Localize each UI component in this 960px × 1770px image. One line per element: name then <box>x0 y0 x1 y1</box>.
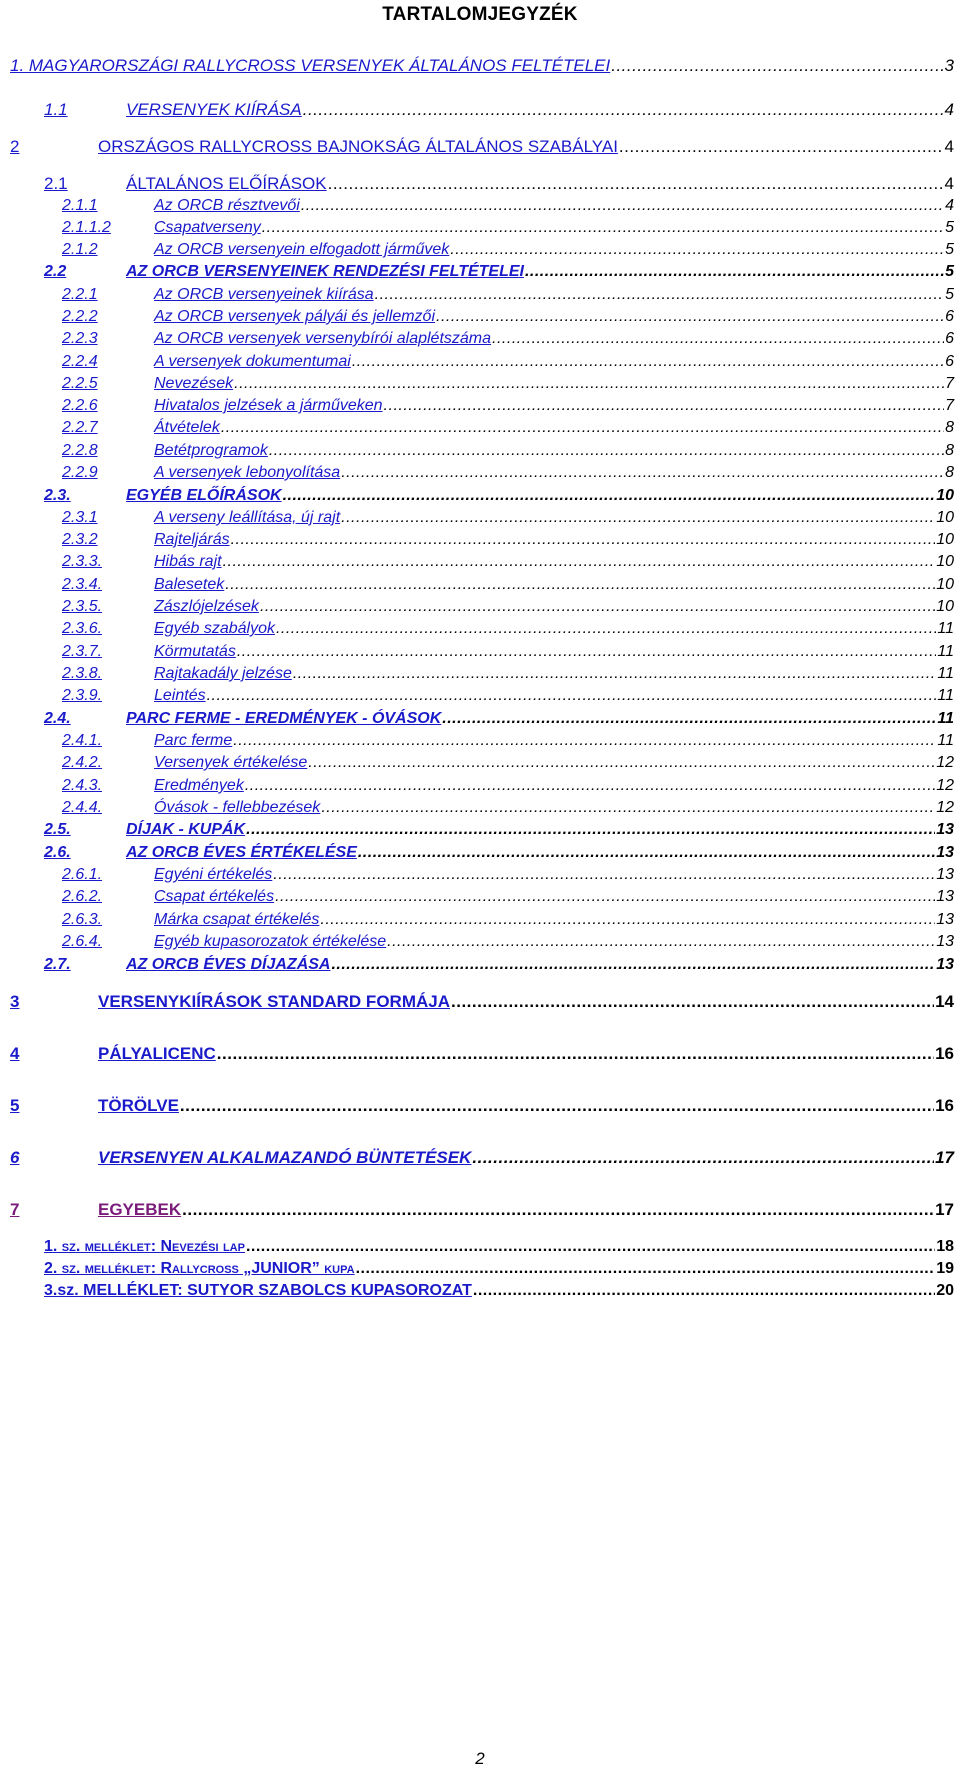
toc-entry[interactable] <box>62 397 954 415</box>
toc-leader-dots <box>341 509 935 527</box>
toc-leader-dots <box>450 241 944 259</box>
toc-entry-number[interactable]: 2.2.1 <box>62 286 98 303</box>
toc-entry-page: 10 <box>936 487 954 504</box>
toc-entry-number[interactable]: 6 <box>10 1148 20 1167</box>
toc-entry-number[interactable]: 2.2.9 <box>62 464 98 481</box>
toc-entry-title[interactable]: Rajteljárás <box>154 531 230 548</box>
toc-entry-page: 8 <box>945 464 954 481</box>
toc-leader-dots <box>356 1260 936 1278</box>
toc-leader-dots <box>237 643 937 661</box>
toc-entry[interactable] <box>62 866 954 884</box>
toc-entry-page: 6 <box>945 330 954 347</box>
toc-leader-dots <box>472 1148 934 1168</box>
toc-entry-title[interactable]: PARC FERME - EREDMÉNYEK - ÓVÁSOK <box>126 710 442 727</box>
toc-entry-title[interactable]: Versenyek értékelése <box>154 754 308 771</box>
toc-entry[interactable] <box>62 576 954 594</box>
toc-entry-page: 17 <box>935 1148 954 1167</box>
toc-entry[interactable] <box>62 777 954 795</box>
toc-entry[interactable] <box>62 419 954 437</box>
toc-entry-number[interactable]: 3.sz. MELLÉKLET: SUTYOR SZABOLCS KUPASOROZAT <box>44 1282 472 1299</box>
toc-entry-title[interactable]: ÁLTALÁNOS ELŐÍRÁSOK <box>126 174 327 193</box>
toc-entry[interactable] <box>44 844 954 862</box>
toc-entry-title[interactable]: A versenyek lebonyolítása <box>154 464 341 481</box>
toc-entry-page: 13 <box>936 888 954 905</box>
toc-entry-page: 11 <box>937 710 954 727</box>
toc-entry-title[interactable]: Márka csapat értékelés <box>154 911 320 928</box>
toc-entry-page: 6 <box>945 353 954 370</box>
toc-entry-page: 4 <box>944 174 954 193</box>
toc-leader-dots <box>358 844 935 862</box>
toc-entry[interactable] <box>62 687 954 705</box>
toc-entry-title[interactable]: AZ ORCB ÉVES ÉRTÉKELÉSE <box>126 844 357 861</box>
toc-entry-number[interactable]: 2.5. <box>44 821 71 838</box>
toc-entry-number[interactable]: 2.1.1.2 <box>62 219 111 236</box>
toc-leader-dots <box>293 665 937 683</box>
toc-entry-title[interactable]: Hibás rajt <box>154 553 222 570</box>
toc-entry-number[interactable]: 2.6.2. <box>62 888 103 905</box>
toc-entry-title[interactable]: TÖRÖLVE <box>98 1096 179 1115</box>
toc-entry-page: 6 <box>945 308 954 325</box>
toc-entry-page: 5 <box>945 219 954 236</box>
toc-leader-dots <box>303 100 944 120</box>
toc-entry[interactable] <box>10 56 954 76</box>
toc-entry-number[interactable]: 2.1.1 <box>62 197 98 214</box>
toc-entry-page: 19 <box>936 1260 954 1277</box>
toc-entry[interactable] <box>62 553 954 571</box>
toc-entry-title[interactable]: Egyéni értékelés <box>154 866 273 883</box>
toc-entry[interactable] <box>62 799 954 817</box>
toc-leader-dots <box>245 777 935 795</box>
toc-leader-dots <box>234 375 944 393</box>
toc-entry[interactable] <box>62 620 954 638</box>
toc-entry-page: 10 <box>936 553 954 570</box>
toc-entry-page: 5 <box>945 286 954 303</box>
toc-entry[interactable] <box>44 100 954 120</box>
toc-heading: TARTALOMJEGYZÉK <box>382 4 578 25</box>
toc-entry-page: 8 <box>945 442 954 459</box>
toc-entry-number[interactable]: 2.4.1. <box>62 732 103 749</box>
toc-entry[interactable] <box>10 137 954 157</box>
toc-entry-number[interactable]: 1.1 <box>44 100 68 119</box>
toc-entry-page: 13 <box>936 933 954 950</box>
toc-entry-page: 12 <box>936 777 954 794</box>
toc-entry-title[interactable]: Csapatverseny <box>154 219 261 236</box>
toc-leader-dots <box>180 1096 934 1116</box>
toc-entry-number[interactable]: 2.3.5. <box>62 598 103 615</box>
toc-entry[interactable] <box>62 286 954 304</box>
toc-entry-page: 11 <box>937 620 954 637</box>
toc-entry[interactable] <box>44 1238 954 1256</box>
toc-leader-dots <box>233 732 936 750</box>
toc-entry-title[interactable]: Csapat értékelés <box>154 888 275 905</box>
toc-entry-title[interactable]: Az ORCB versenyek pályái és jellemzői <box>154 308 435 325</box>
toc-leader-dots <box>611 56 943 76</box>
toc-entry[interactable] <box>62 375 954 393</box>
toc-entry-page: 4 <box>945 197 954 214</box>
toc-entry-number[interactable]: 2.3.3. <box>62 553 103 570</box>
toc-leader-dots <box>207 687 937 705</box>
toc-entry[interactable] <box>44 710 954 728</box>
toc-entry[interactable] <box>62 531 954 549</box>
toc-entry[interactable] <box>62 353 954 371</box>
toc-leader-dots <box>331 956 935 974</box>
toc-entry-title[interactable]: Az ORCB versenyek versenybírói alaplétszáma <box>154 330 492 347</box>
toc-entry-page: 10 <box>936 531 954 548</box>
toc-entry-page: 11 <box>937 643 954 660</box>
toc-entry-title[interactable]: VERSENYEN ALKALMAZANDÓ BÜNTETÉSEK <box>98 1148 472 1167</box>
toc-entry-title[interactable]: DÍJAK - KUPÁK <box>126 821 246 838</box>
toc-entry-title[interactable]: AZ ORCB ÉVES DÍJAZÁSA <box>126 956 331 973</box>
toc-entry-page: 12 <box>936 799 954 816</box>
toc-entry-number[interactable]: 2.3.7. <box>62 643 103 660</box>
toc-entry-number[interactable]: 2.6.1. <box>62 866 103 883</box>
toc-entry-number[interactable]: 2.2.4 <box>62 353 98 370</box>
toc-entry-page: 4 <box>944 100 954 119</box>
toc-entry-title[interactable]: Rajtakadály jelzése <box>154 665 292 682</box>
toc-entry-title[interactable]: Az ORCB versenyein elfogadott járművek <box>154 241 450 258</box>
toc-leader-dots <box>225 576 935 594</box>
toc-entry-number[interactable]: 2.2.8 <box>62 442 98 459</box>
toc-entry-page: 10 <box>936 598 954 615</box>
toc-entry[interactable] <box>62 241 954 259</box>
toc-leader-dots <box>246 821 935 839</box>
toc-entry-page: 11 <box>937 687 954 704</box>
toc-entry-number[interactable]: 5 <box>10 1096 20 1115</box>
toc-entry-number[interactable]: 2.3.1 <box>62 509 98 526</box>
toc-leader-dots <box>341 464 944 482</box>
toc-entry-number[interactable]: 2.6. <box>44 844 71 861</box>
toc-entry-number[interactable]: 2.3.9. <box>62 687 103 704</box>
toc-entry-title[interactable]: Az ORCB résztvevői <box>154 197 300 214</box>
toc-leader-dots <box>384 397 945 415</box>
toc-entry-title[interactable]: PÁLYALICENC <box>98 1044 216 1063</box>
toc-entry-number[interactable]: 2. sz. melléklet: Rallycross „JUNIOR” kupa <box>44 1260 355 1277</box>
toc-leader-dots <box>276 620 936 638</box>
toc-entry[interactable] <box>62 442 954 460</box>
toc-entry[interactable] <box>62 598 954 616</box>
toc-leader-dots <box>525 263 944 281</box>
toc-leader-dots <box>273 866 935 884</box>
toc-entry[interactable] <box>62 911 954 929</box>
toc-entry-page: 8 <box>945 419 954 436</box>
toc-leader-dots <box>275 888 935 906</box>
toc-entry-page: 16 <box>935 1044 954 1063</box>
toc-entry-page: 5 <box>945 263 954 280</box>
toc-entry[interactable] <box>44 1282 954 1300</box>
toc-entry-page: 20 <box>936 1282 954 1299</box>
toc-entry-title[interactable]: Az ORCB versenyeinek kiírása <box>154 286 374 303</box>
toc-entry-number[interactable]: 2.3.2 <box>62 531 98 548</box>
toc-entry-page: 3 <box>944 56 954 75</box>
toc-leader-dots <box>221 419 944 437</box>
toc-entry-number[interactable]: 2.2 <box>44 263 67 280</box>
toc-entry-title[interactable]: VERSENYEK KIÍRÁSA <box>126 100 302 119</box>
toc-entry[interactable] <box>62 643 954 661</box>
toc-entry-page: 16 <box>935 1096 954 1115</box>
toc-entry-number[interactable]: 2.2.7 <box>62 419 98 436</box>
toc-entry-page: 5 <box>945 241 954 258</box>
toc-entry[interactable] <box>10 1044 954 1064</box>
toc-leader-dots <box>375 286 944 304</box>
toc-leader-dots <box>352 353 944 371</box>
toc-entry-number[interactable]: 2.7. <box>44 956 71 973</box>
toc-leader-dots <box>473 1282 935 1300</box>
toc-entry-number[interactable]: 2.3.4. <box>62 576 103 593</box>
toc-leader-dots <box>217 1044 934 1064</box>
toc-entry-title[interactable]: Egyéb szabályok <box>154 620 275 637</box>
toc-entry-page: 17 <box>935 1200 954 1219</box>
toc-entry-page: 14 <box>935 992 954 1011</box>
toc-entry-number[interactable]: 2.4.4. <box>62 799 103 816</box>
toc-entry-title[interactable]: Zászlójelzések <box>154 598 259 615</box>
toc-entry-number[interactable]: 2.1 <box>44 174 68 193</box>
toc-leader-dots <box>387 933 935 951</box>
toc-entry-title[interactable]: EGYEBEK <box>98 1200 182 1219</box>
toc-entry[interactable] <box>62 509 954 527</box>
toc-entry-title[interactable]: AZ ORCB VERSENYEINEK RENDEZÉSI FELTÉTELEI <box>126 263 524 280</box>
toc-leader-dots <box>301 197 944 215</box>
toc-entry-number[interactable]: 2 <box>10 137 20 156</box>
toc-entry-page: 11 <box>937 732 954 749</box>
toc-entry-title[interactable]: VERSENYKIÍRÁSOK STANDARD FORMÁJA <box>98 992 450 1011</box>
toc-entry[interactable] <box>62 197 954 215</box>
toc-entry-number[interactable]: 4 <box>10 1044 20 1063</box>
toc-entry-number[interactable]: 1. MAGYARORSZÁGI RALLYCROSS VERSENYEK ÁLTALÁNOS FELTÉTELEI <box>10 56 611 75</box>
toc-entry-number[interactable]: 2.2.2 <box>62 308 98 325</box>
toc-entry-title[interactable]: Parc ferme <box>154 732 233 749</box>
toc-leader-dots <box>619 137 944 157</box>
toc-entry-title[interactable]: Átvételek <box>154 419 220 436</box>
toc-leader-dots <box>260 598 935 616</box>
toc-entry[interactable] <box>62 330 954 348</box>
toc-entry-number[interactable]: 2.4. <box>44 710 71 727</box>
toc-entry-number[interactable]: 2.6.4. <box>62 933 103 950</box>
toc-entry-title[interactable]: Eredmények <box>154 777 244 794</box>
toc-leader-dots <box>442 710 936 728</box>
toc-entry-number[interactable]: 2.3.8. <box>62 665 103 682</box>
toc-leader-dots <box>231 531 936 549</box>
toc-leader-dots <box>320 911 935 929</box>
toc-entry-title[interactable]: A verseny leállítása, új rajt <box>154 509 341 526</box>
toc-entry-number[interactable]: 2.4.3. <box>62 777 103 794</box>
toc-leader-dots <box>321 799 935 817</box>
toc-entry[interactable] <box>10 992 954 1012</box>
toc-entry-title[interactable]: Leintés <box>154 687 206 704</box>
toc-entry-number[interactable]: 2.3.6. <box>62 620 103 637</box>
toc-leader-dots <box>262 219 944 237</box>
toc-leader-dots <box>246 1238 935 1256</box>
toc-entry-title[interactable]: ORSZÁGOS RALLYCROSS BAJNOKSÁG ÁLTALÁNOS SZABÁLYAI <box>98 137 618 156</box>
toc-entry[interactable] <box>44 174 954 194</box>
toc-entry[interactable] <box>62 665 954 683</box>
toc-leader-dots <box>436 308 944 326</box>
toc-entry-title[interactable]: Betétprogramok <box>154 442 268 459</box>
toc-entry-title[interactable]: Nevezések <box>154 375 234 392</box>
toc-entry-number[interactable]: 2.3. <box>44 487 71 504</box>
toc-entry[interactable] <box>44 487 954 505</box>
toc-entry-page: 13 <box>936 911 954 928</box>
toc-leader-dots <box>283 487 936 505</box>
toc-leader-dots <box>269 442 944 460</box>
toc-entry[interactable] <box>62 888 954 906</box>
toc-leader-dots <box>328 174 944 194</box>
toc-entry-number[interactable]: 7 <box>10 1200 20 1219</box>
toc-entry-number[interactable]: 2.2.5 <box>62 375 98 392</box>
toc-entry[interactable] <box>44 821 954 839</box>
toc-entry-title[interactable]: Balesetek <box>154 576 225 593</box>
toc-entry-number[interactable]: 2.4.2. <box>62 754 103 771</box>
toc-entry-page: 18 <box>936 1238 954 1255</box>
toc-entry-title[interactable]: Körmutatás <box>154 643 236 660</box>
toc-entry-page: 13 <box>936 844 954 861</box>
toc-entry[interactable] <box>62 933 954 951</box>
toc-entry-title[interactable]: EGYÉB ELŐÍRÁSOK <box>126 487 282 504</box>
toc-entry-page: 7 <box>945 375 954 392</box>
toc-entry-page: 13 <box>936 956 954 973</box>
toc-entry[interactable] <box>10 1096 954 1116</box>
toc-entry-page: 13 <box>936 821 954 838</box>
toc-entry[interactable] <box>44 263 954 281</box>
toc-entry[interactable] <box>44 956 954 974</box>
toc-entry[interactable] <box>10 1148 954 1168</box>
toc-entry[interactable] <box>62 219 954 237</box>
toc-entry-page: 13 <box>936 866 954 883</box>
toc-leader-dots <box>451 992 934 1012</box>
toc-entry[interactable] <box>62 732 954 750</box>
toc-entry-title[interactable]: Óvások - fellebbezések <box>154 799 321 816</box>
toc-entry-page: 12 <box>936 754 954 771</box>
toc-leader-dots <box>223 553 936 571</box>
toc-entry-title[interactable]: A versenyek dokumentumai <box>154 353 351 370</box>
toc-entry-title[interactable]: Hivatalos jelzések a járműveken <box>154 397 383 414</box>
toc-leader-dots <box>182 1200 934 1220</box>
toc-leader-dots <box>308 754 935 772</box>
toc-entry-number[interactable]: 1. sz. melléklet: Nevezési lap <box>44 1238 245 1255</box>
toc-entry-number[interactable]: 3 <box>10 992 20 1011</box>
toc-entry[interactable] <box>62 308 954 326</box>
toc-entry-title[interactable]: Egyéb kupasorozatok értékelése <box>154 933 387 950</box>
page-number: 2 <box>475 1749 485 1768</box>
toc-entry-number[interactable]: 2.6.3. <box>62 911 103 928</box>
toc-entry[interactable] <box>62 754 954 772</box>
toc-entry[interactable] <box>10 1200 954 1220</box>
toc-entry[interactable] <box>62 464 954 482</box>
toc-entry[interactable] <box>44 1260 954 1278</box>
toc-entry-page: 10 <box>936 509 954 526</box>
toc-entry-number[interactable]: 2.2.6 <box>62 397 98 414</box>
toc-leader-dots <box>492 330 944 348</box>
toc-entry-page: 10 <box>936 576 954 593</box>
toc-entry-page: 11 <box>937 665 954 682</box>
toc-entry-page: 4 <box>944 137 954 156</box>
toc-entry-number[interactable]: 2.2.3 <box>62 330 98 347</box>
toc-entry-number[interactable]: 2.1.2 <box>62 241 98 258</box>
toc-entry-page: 7 <box>945 397 954 414</box>
